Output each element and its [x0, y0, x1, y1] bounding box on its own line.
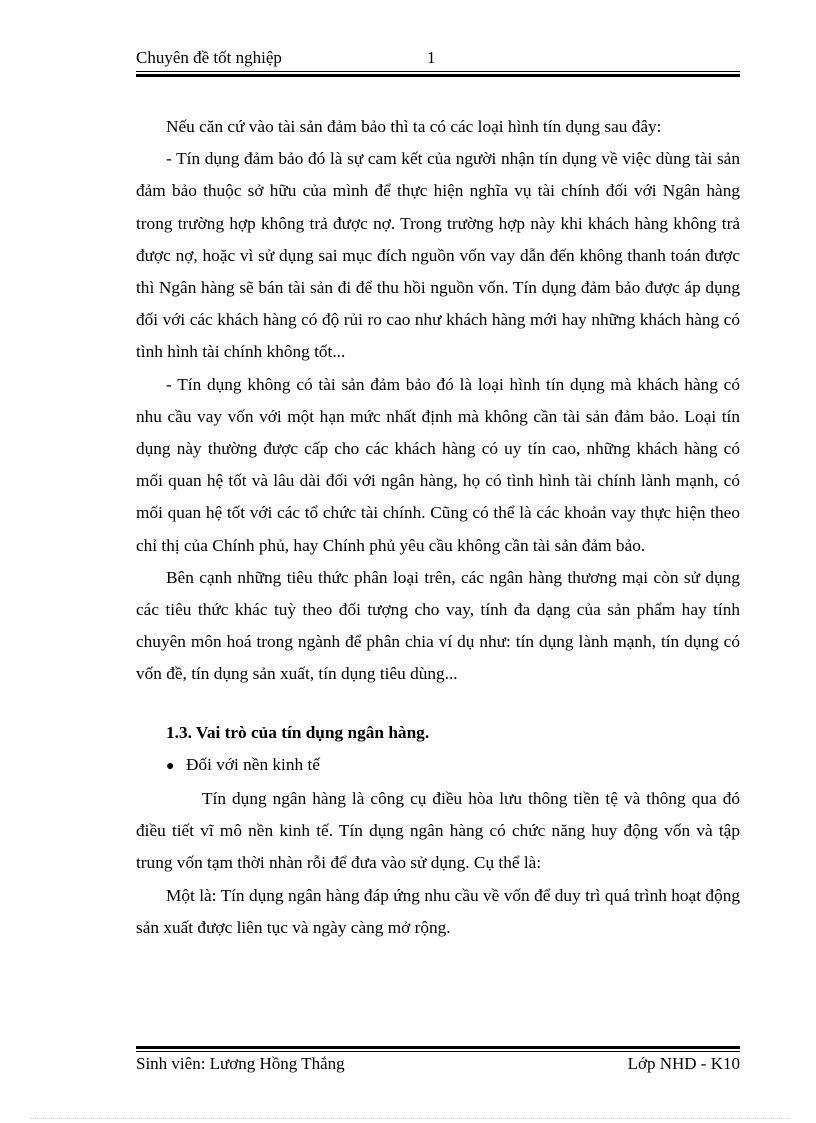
page-edge-dots [30, 1118, 790, 1119]
bullet-icon: ● [166, 758, 175, 774]
bullet-item [136, 749, 740, 783]
page-footer [136, 1054, 740, 1076]
paragraph-role-economy: Tín dụng ngân hàng là công cụ điều hòa lưu thông tiền tệ và thông qua đó điều tiết vĩ mô nền kinh tế. Tín dụng ngân hàng có chức năng huy động vốn và tập trung vốn tạm thời nhàn rỗi để đưa vào sử dụng. Cụ thể là: [136, 789, 740, 873]
section-heading: 1.3. Vai trò của tín dụng ngân hàng. [166, 722, 430, 742]
header-rule-thick [136, 74, 740, 77]
footer-student: Sinh viên: Lương Hồng Thắng [136, 1054, 345, 1073]
paragraph-other-criteria: Bên cạnh những tiêu thức phân loại trên, các ngân hàng thương mại còn sử dụng các tiêu thức khác tuỳ theo đối tượng cho vay, tính đa dạng của sản phẩm hay tính chuyên môn hoá trong ngành để phân chia ví dụ như: tín dụng lành mạnh, tín dụng có vốn đề, tín dụng sản xuất, tín dụng tiêu dùng... [136, 567, 740, 684]
page-number: 1 [427, 48, 436, 67]
footer-class: Lớp NHD - K10 [627, 1054, 740, 1073]
header-title: Chuyên đề tốt nghiệp [136, 48, 282, 67]
paragraph-intro: Nếu căn cứ vào tài sản đảm bảo thì ta có các loại hình tín dụng sau đây: [166, 117, 662, 136]
footer-rule-thick [136, 1046, 740, 1049]
paragraph-secured-credit: - Tín dụng đảm bảo đó là sự cam kết của người nhận tín dụng về việc dùng tài sản đảm bảo thuộc sở hữu của mình để thực hiện nghĩa vụ tài chính đối với Ngân hàng trong trường hợp không trả được nợ. Trong trường hợp này khi khách hàng không trả được nợ, hoặc vì sử dụng sai mục đích nguồn vốn vay dẫn đến không thanh toán được thì Ngân hàng sẽ bán tài sản đi để thu hồi nguồn vốn. Tín dụng đảm bảo được áp dụng đối với các khách hàng có độ rủi ro cao như khách hàng mới hay những khách hàng có tình hình tài chính không tốt... [136, 149, 740, 362]
footer-rule-thin [136, 1051, 740, 1052]
paragraph-unsecured-credit: - Tín dụng không có tài sản đảm bảo đó là loại hình tín dụng mà khách hàng có nhu cầu vay vốn với một hạn mức nhất định mà không cần tài sản đảm bảo. Loại tín dụng này thường được cấp cho các khách hàng có uy tín cao, những khách hàng có mối quan hệ tốt và lâu dài đối với ngân hàng, họ có tình hình tài chính lành mạnh, có mối quan hệ tốt với các tổ chức tài chính. Cũng có thể là các khoản vay thực hiện theo chỉ thị của Chính phủ, hay Chính phủ yêu cầu không cần tài sản đảm bảo. [136, 374, 740, 555]
bullet-text: Đối với nền kinh tế [186, 754, 320, 774]
page-header [136, 48, 740, 70]
paragraph-first-role: Một là: Tín dụng ngân hàng đáp ứng nhu cầu về vốn để duy trì quá trình hoạt động sản xuất được liên tục và ngày càng mở rộng. [136, 885, 740, 937]
page-body [136, 111, 740, 944]
header-rule-thin [136, 71, 740, 72]
